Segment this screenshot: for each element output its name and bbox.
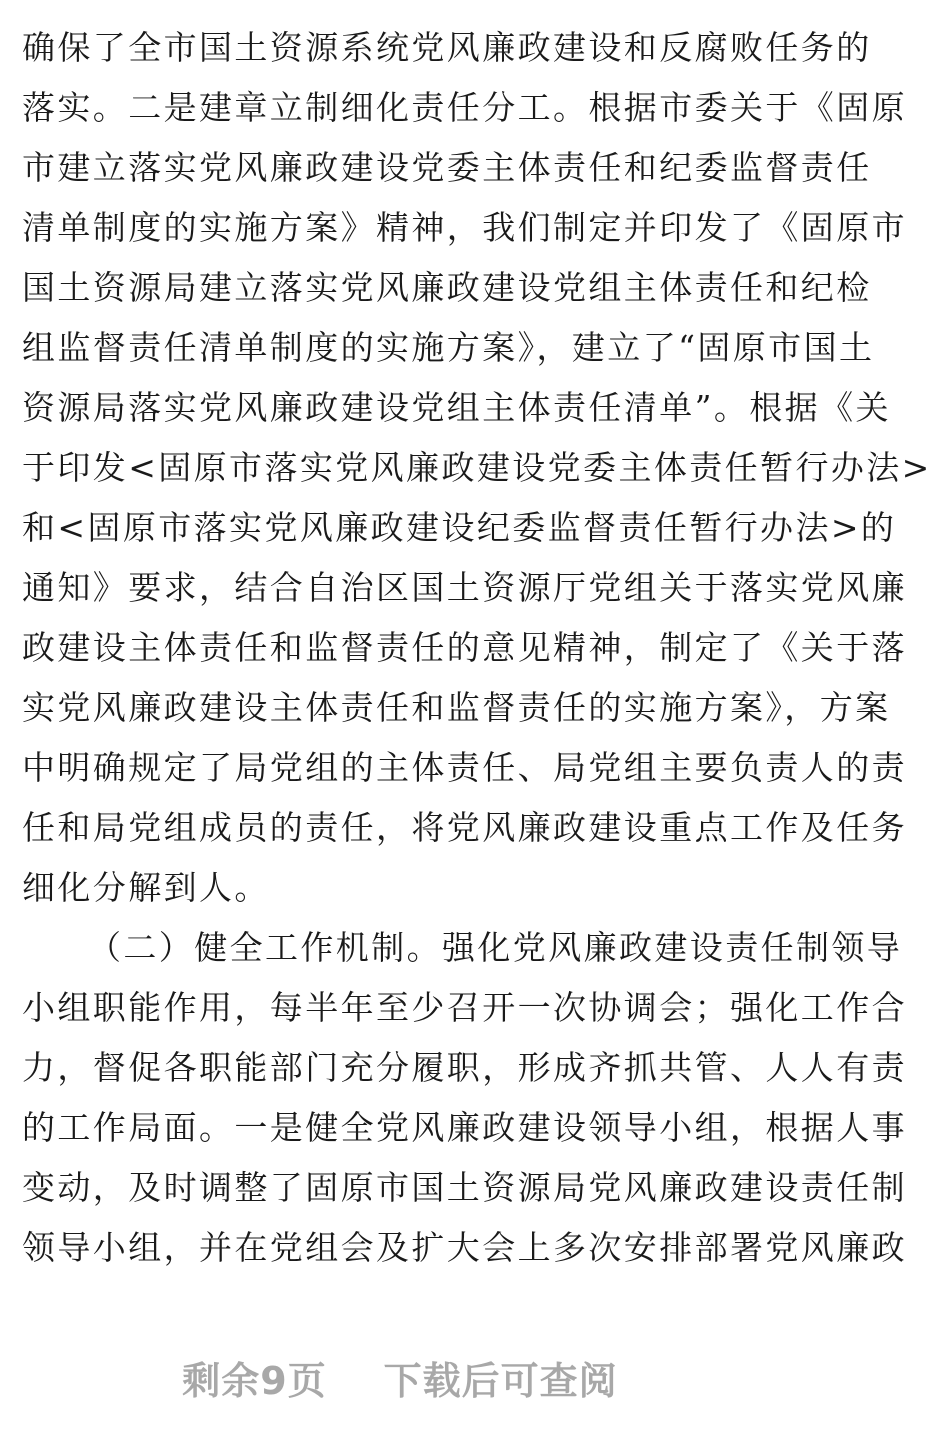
section-heading-line: （二）健全工作机制。强化党风廉政建设责任制领导 — [88, 928, 903, 967]
document-body — [22, 18, 932, 1278]
text-line: 确保了全市国土资源系统党风廉政建设和反腐败任务的 — [22, 28, 872, 67]
text-line: 实党风廉政建设主体责任和监督责任的实施方案》，方案 — [22, 688, 891, 727]
download-prompt[interactable] — [0, 1350, 800, 1405]
text-line: 清单制度的实施方案》精神，我们制定并印发了《固原市 — [22, 208, 907, 247]
text-line: 细化分解到人。 — [22, 868, 270, 907]
text-line: 政建设主体责任和监督责任的意见精神，制定了《关于落 — [22, 628, 907, 667]
text-line: 任和局党组成员的责任，将党风廉政建设重点工作及任务 — [22, 808, 907, 847]
text-line: 市建立落实党风廉政建设党委主体责任和纪委监督责任 — [22, 148, 872, 187]
text-line: 于印发<固原市落实党风廉政建设党委主体责任暂行办法> — [22, 448, 932, 487]
text-line: 和<固原市落实党风廉政建设纪委监督责任暂行办法>的 — [22, 508, 897, 547]
download-hint-label: 下载后可查阅 — [383, 1359, 618, 1403]
text-line: 力，督促各职能部门充分履职，形成齐抓共管、人人有责 — [22, 1048, 907, 1087]
text-line: 通知》要求，结合自治区国土资源厅党组关于落实党风廉 — [22, 568, 907, 607]
text-line: 的工作局面。一是健全党风廉政建设领导小组，根据人事 — [22, 1108, 907, 1147]
text-line: 变动，及时调整了固原市国土资源局党风廉政建设责任制 — [22, 1168, 907, 1207]
text-line: 落实。二是建章立制细化责任分工。根据市委关于《固原 — [22, 88, 907, 127]
text-line: 资源局落实党风廉政建设党组主体责任清单”。根据《关 — [22, 388, 891, 427]
text-line: 中明确规定了局党组的主体责任、局党组主要负责人的责 — [22, 748, 907, 787]
text-line: 组监督责任清单制度的实施方案》，建立了“固原市国土 — [22, 328, 875, 367]
remaining-pages-label: 剩余9页 — [182, 1359, 327, 1403]
text-line: 国土资源局建立落实党风廉政建设党组主体责任和纪检 — [22, 268, 872, 307]
text-line: 小组职能作用，每半年至少召开一次协调会；强化工作合 — [22, 988, 907, 1027]
text-line: 领导小组，并在党组会及扩大会上多次安排部署党风廉政 — [22, 1228, 907, 1267]
